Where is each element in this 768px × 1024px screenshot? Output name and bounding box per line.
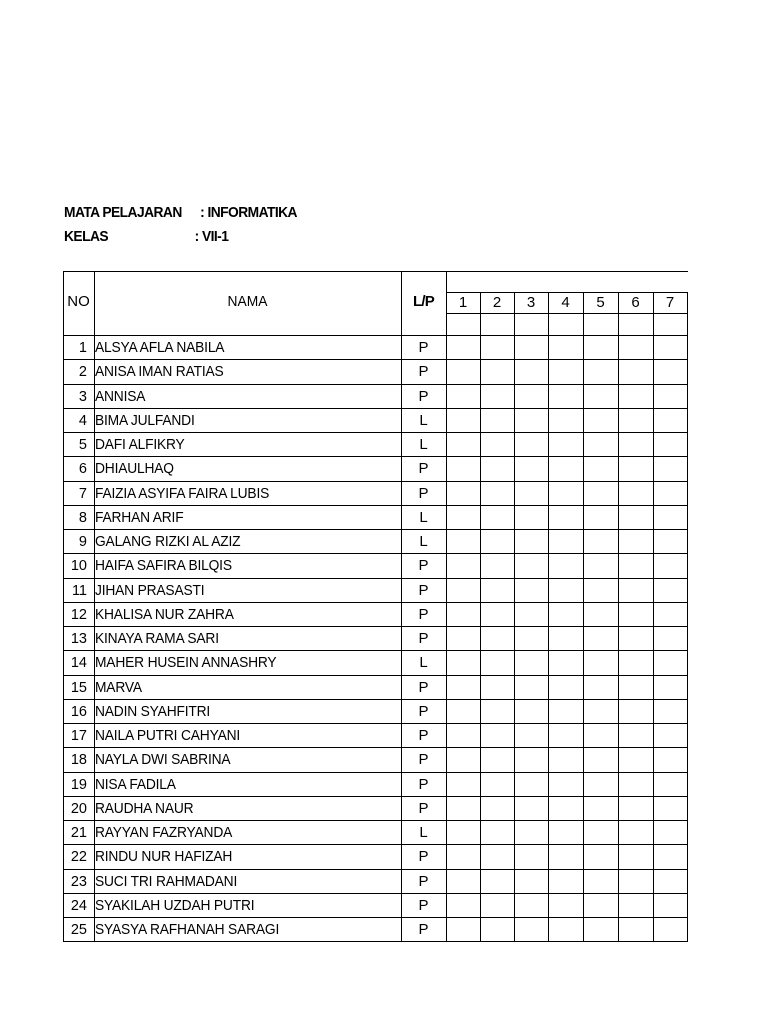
row-divider	[63, 384, 688, 385]
column-divider	[583, 292, 584, 942]
row-number: 2	[78, 364, 87, 380]
student-name: GALANG RIZKI AL AZIZ	[95, 533, 241, 550]
class-label: KELAS	[64, 228, 109, 245]
student-gender: P	[418, 848, 429, 865]
row-number: 17	[70, 728, 87, 744]
student-gender: P	[418, 800, 429, 817]
row-number: 21	[70, 825, 87, 841]
student-name: NISA FADILA	[95, 776, 176, 793]
student-gender: L	[419, 509, 428, 526]
subject-label: MATA PELAJARAN	[64, 204, 182, 221]
student-name: SYASYA RAFHANAH SARAGI	[95, 921, 280, 938]
student-gender: L	[419, 436, 428, 453]
student-name: ANISA IMAN RATIAS	[95, 363, 224, 380]
row-number: 3	[78, 389, 87, 405]
student-name: FAIZIA ASYIFA FAIRA LUBIS	[95, 485, 270, 502]
student-gender: P	[418, 485, 429, 502]
row-number: 16	[70, 704, 87, 720]
row-divider	[63, 675, 688, 676]
student-gender: P	[418, 921, 429, 938]
column-divider	[480, 292, 481, 942]
student-name: DHIAULHAQ	[95, 460, 174, 477]
student-gender: P	[418, 606, 429, 623]
column-divider	[446, 271, 447, 942]
student-gender: P	[418, 776, 429, 793]
student-gender: P	[418, 727, 429, 744]
student-gender: P	[418, 460, 429, 477]
row-number: 7	[78, 486, 87, 502]
row-number: 24	[70, 898, 87, 914]
student-name: SUCI TRI RAHMADANI	[95, 873, 238, 890]
class-line	[64, 228, 229, 245]
student-gender: P	[418, 557, 429, 574]
column-divider	[687, 292, 688, 942]
row-number: 10	[70, 558, 87, 574]
score-column-6: 6	[631, 294, 640, 311]
student-name: DAFI ALFIKRY	[95, 436, 185, 453]
score-column-2: 2	[492, 294, 502, 311]
row-number: 5	[78, 437, 87, 453]
student-name: ANNISA	[95, 388, 146, 405]
row-number: 6	[78, 461, 87, 477]
student-name: RAYYAN FAZRYANDA	[95, 824, 233, 841]
row-number: 12	[70, 607, 87, 623]
student-name: ALSYA AFLA NABILA	[95, 339, 225, 356]
row-number: 1	[78, 340, 87, 356]
student-name: MARVA	[95, 679, 142, 696]
student-gender: P	[418, 703, 429, 720]
table-top-border	[63, 271, 688, 272]
student-gender: P	[418, 363, 429, 380]
student-name: SYAKILAH UZDAH PUTRI	[95, 897, 255, 914]
student-gender: P	[418, 873, 429, 890]
score-column-7: 7	[665, 294, 675, 311]
student-name: NAYLA DWI SABRINA	[95, 751, 231, 768]
student-gender: P	[418, 339, 429, 356]
student-gender: P	[418, 679, 429, 696]
column-divider	[618, 292, 619, 942]
student-gender: P	[418, 630, 429, 647]
row-number: 18	[70, 752, 87, 768]
student-gender: L	[419, 824, 428, 841]
header-no: NO	[67, 293, 90, 310]
class-value: : VII-1	[194, 228, 229, 245]
header-name: NAMA	[227, 293, 268, 310]
student-name: MAHER HUSEIN ANNASHRY	[95, 654, 277, 671]
row-number: 4	[78, 413, 87, 429]
row-number: 20	[70, 801, 87, 817]
row-number: 13	[70, 631, 87, 647]
column-divider	[653, 292, 654, 942]
student-name: JIHAN PRASASTI	[95, 582, 205, 599]
subject-value: : INFORMATIKA	[200, 204, 297, 221]
student-gender: L	[419, 412, 428, 429]
student-name: FARHAN ARIF	[95, 509, 184, 526]
student-name: BIMA JULFANDI	[95, 412, 195, 429]
row-number: 14	[70, 655, 87, 671]
student-name: NADIN SYAHFITRI	[95, 703, 211, 720]
subject-line	[64, 204, 297, 221]
column-divider	[548, 292, 549, 942]
score-subheader-line	[446, 313, 688, 314]
student-gender: P	[418, 388, 429, 405]
student-name: RAUDHA NAUR	[95, 800, 194, 817]
score-column-5: 5	[596, 294, 605, 311]
row-number: 11	[71, 583, 87, 599]
student-gender: P	[418, 582, 429, 599]
row-number: 23	[70, 874, 87, 890]
student-gender: P	[418, 897, 429, 914]
student-name: RINDU NUR HAFIZAH	[95, 848, 233, 865]
score-column-4: 4	[561, 294, 570, 311]
row-number: 8	[78, 510, 87, 526]
student-name: KHALISA NUR ZAHRA	[95, 606, 234, 623]
row-number: 25	[70, 922, 87, 938]
student-gender: L	[419, 654, 428, 671]
student-name: HAIFA SAFIRA BILQIS	[95, 557, 232, 574]
row-number: 15	[70, 680, 87, 696]
score-column-1: 1	[458, 294, 468, 311]
header-gender: L/P	[413, 293, 434, 310]
row-number: 19	[70, 777, 87, 793]
student-gender: L	[419, 533, 428, 550]
student-gender: P	[418, 751, 429, 768]
score-column-3: 3	[526, 294, 536, 311]
student-name: KINAYA RAMA SARI	[95, 630, 219, 647]
row-number: 22	[70, 849, 87, 865]
row-number: 9	[78, 534, 87, 550]
column-divider	[514, 292, 515, 942]
student-name: NAILA PUTRI CAHYANI	[95, 727, 241, 744]
